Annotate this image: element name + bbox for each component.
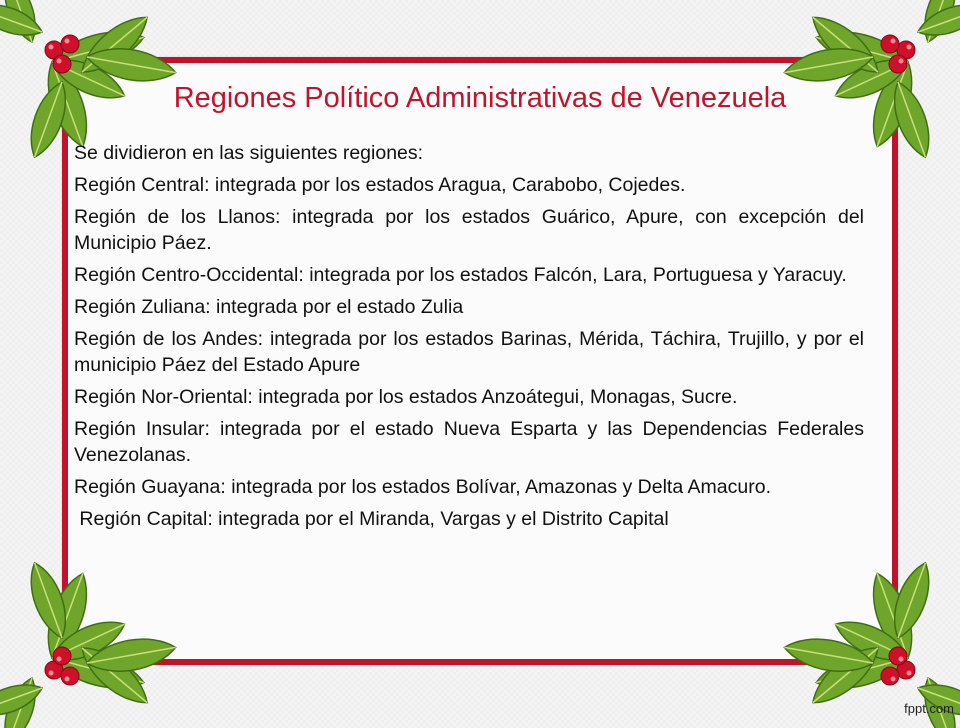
- watermark: fppt.com: [904, 701, 954, 716]
- region-capital: Región Capital: integrada por el Miranda, Vargas y el Distrito Capital: [74, 508, 669, 530]
- region-nor-oriental: Región Nor-Oriental: integrada por los estados Anzoátegui, Monagas, Sucre.: [74, 386, 738, 408]
- intro-paragraph: Se dividieron en las siguientes regiones:: [74, 142, 424, 164]
- region-llanos: Región de los Llanos: integrada por los estados Guárico, Apure, con excepción del Municipio Páez.: [74, 206, 864, 254]
- region-andes: Región de los Andes: integrada por los estados Barinas, Mérida, Táchira, Trujillo, y por el municipio Páez del Estado Apure: [74, 328, 864, 376]
- region-centro-occidental: Región Centro-Occidental: integrada por los estados Falcón, Lara, Portuguesa y Yaracuy.: [74, 264, 847, 286]
- slide-body: [74, 140, 864, 538]
- region-insular: Región Insular: integrada por el estado Nueva Esparta y las Dependencias Federales Venezolanas.: [74, 418, 864, 466]
- region-central: Región Central: integrada por los estados Aragua, Carabobo, Cojedes.: [74, 174, 686, 196]
- slide-title: Regiones Político Administrativas de Venezuela: [173, 82, 787, 114]
- region-guayana: Región Guayana: integrada por los estados Bolívar, Amazonas y Delta Amacuro.: [74, 476, 771, 498]
- region-zuliana: Región Zuliana: integrada por el estado Zulia: [74, 296, 464, 318]
